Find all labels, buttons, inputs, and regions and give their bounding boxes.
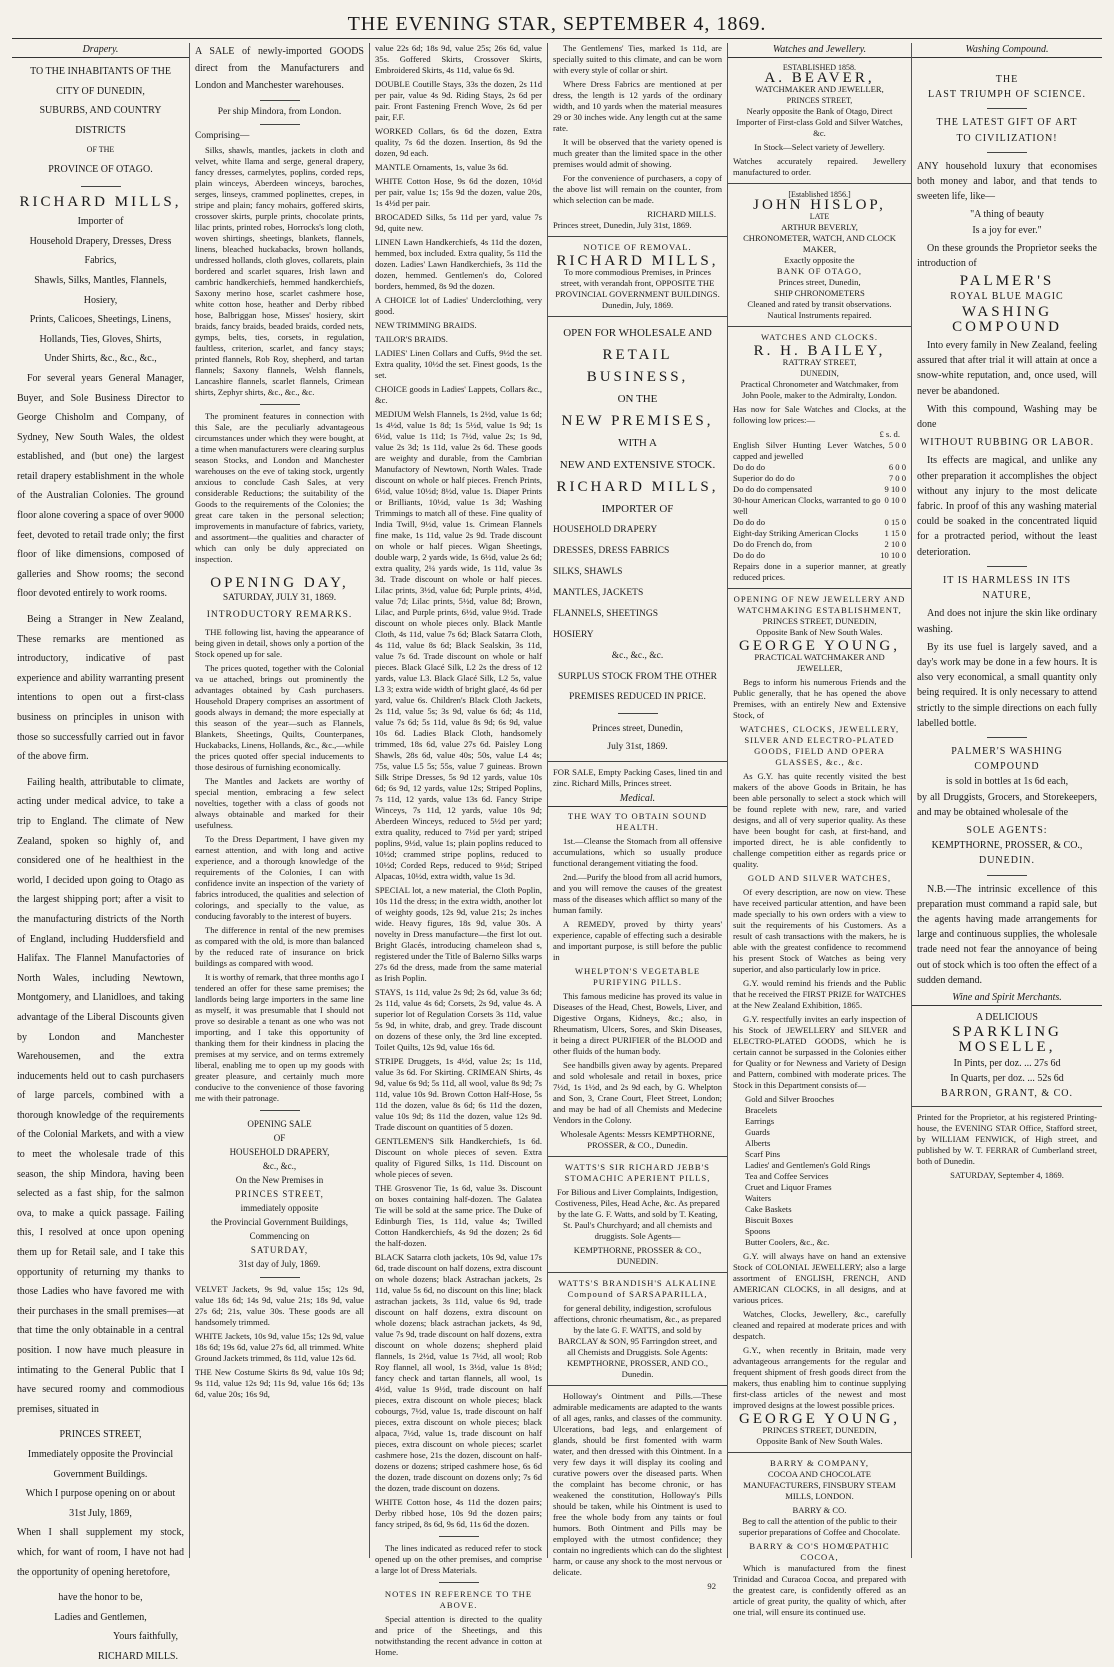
paragraph: Being a Stranger in New Zealand, These remarks are mentioned as introductory, indicative of past experience and ability warranting present intentions to open out a first-class business on principles in unison with those so successfully carried out in favor of the above firm. [17,614,184,763]
divider [728,1452,911,1453]
divider [987,152,1027,153]
sale-heading-line: 31st day of July, 1869. [238,1259,321,1269]
page-number: 92 [707,1581,716,1591]
paragraph: The Gentlemens' Ties, marked 1s 11d, are specially suited to this climate, and can be worn with every style of collar or shirt. [553,43,722,75]
heading-line: THE [995,74,1019,85]
price-item: LINEN Lawn Handkerchiefs, 4s 11d the dozen, hemmed, box included. Extra quality, 5s 11d the dozen. Ladies' Lawn Handkerchiefs, 3s 11d the dozen, hemmed. Gentlemen's do, Colored borders, hemmed, 8s 9d the dozen. [375,237,542,291]
open-line: IMPORTER OF [601,503,674,515]
jewellery-list [733,1094,906,1248]
price-item-name: Do do do [733,550,765,560]
goods-line: Under Shirts, &c., &c., &c., [44,353,157,365]
column-5 [728,43,912,1617]
sale-intro: A SALE of newly-imported GOODS direct from the Manufacturers and London and Manchester warehouses. [195,46,364,91]
goods-line: Shawls, Silks, Mantles, Flannels, Hosiery, [34,274,167,306]
sale-heading-line: OF [273,1133,286,1143]
trade-line: LATE [809,212,830,221]
paragraph: Watches, Clocks, Jewellery, &c., carefully cleaned and repaired at moderate prices and with despatch. [733,1309,906,1341]
heading-line: TO THE INHABITANTS OF THE [30,66,171,77]
price-row [733,462,906,473]
price-row [733,440,906,462]
masthead-rule [12,38,1102,39]
opening-date: SATURDAY, JULY 31, 1869. [222,593,337,603]
paragraph: The lines indicated as reduced refer to stock opened up on the other premises, and comprise a large lot of Dress Materials. [375,1543,542,1575]
open-line: NEW AND EXTENSIVE STOCK. [559,459,716,471]
jewellery-item: Earrings [745,1116,775,1126]
open-line: WITH A [618,437,657,449]
signature: RICHARD MILLS. [97,1650,178,1662]
jewellery-item: Tea and Coffee Services [745,1171,829,1181]
price-item: WHITE Cotton Hose, 9s 6d the dozen, 10½d per pair, value 1s; 15s 9d the dozen, value 20s, 1s 4½d per pair. [375,176,542,208]
goods-line: HOSIERY [553,630,594,640]
divider [728,326,911,327]
trade-line: ARTHUR BEVERLY, [781,222,858,232]
address-line: PRINCES STREET, [786,96,853,105]
heading-line: TO CIVILIZATION! [956,132,1058,144]
open-line: RETAIL BUSINESS, [586,347,689,385]
divider [987,737,1027,738]
divider [81,186,121,187]
heading-line: OF THE [86,145,115,155]
jewellery-item: Cruet and Liquor Frames [745,1182,832,1192]
product-name: ROYAL BLUE MAGIC [950,291,1064,303]
open-line: OPEN FOR WHOLESALE AND [563,327,712,339]
sale-heading-line: OPENING SALE [247,1119,312,1129]
sale-heading-line: PRINCES STREET, [235,1189,324,1199]
price-value: 5 0 0 [888,440,906,450]
paragraph: Repairs done in a superior manner, at greatly reduced prices. [733,561,906,582]
sale-heading-line: the Provincial Government Buildings, [211,1217,348,1227]
paragraph: By its use fuel is largely saved, and a day's work may be done in a few hours. It is also very economical, a small quantity only being required. It is only necessary to attend strictly to the simple directions on each fully labelled bottle. [917,641,1097,729]
price-item: NEW TRIMMING BRAIDS. [375,320,477,330]
paragraph: Nearly opposite the Bank of Otago, Direct Importer of First-class Gold and Silver Watches, &c. [736,106,903,138]
advertiser-role: Importer of [77,216,124,228]
divider [728,588,911,589]
paragraph: Beg to call the attention of the public to their superior preparations of Coffee and Chocolate. [738,1516,901,1537]
paragraph: 2nd.—Purify the blood from all acrid humors, and you will remove the causes of the greatest mass of the diseases which afflict so many of the human family. [553,872,722,915]
paragraph: As G.Y. has quite recently visited the best makers of the above Goods in Britain, he has been able personally to select a stock which will be found replete with new, rare, and varied designs, and all of very superior quality. As these have been bought for cash, at first-hand, and imported direct, he is able confidently to challenge competition either as regards price or quality. [733,771,906,869]
heading-line: THE LATEST GIFT OF ART [936,117,1078,129]
price-value: 0 10 0 [884,495,906,505]
trade-line: COCOA AND CHOCOLATE MANUFACTURERS, FINSBURY STEAM MILLS, LONDON. [743,1469,896,1501]
column-4 [548,43,728,1591]
price-value: 7 0 0 [888,473,906,483]
divider [548,1385,727,1386]
price-value: 0 15 0 [884,517,906,527]
divider [987,566,1027,567]
notice-heading: NOTICE OF REMOVAL. [583,242,692,252]
paragraph: It is worthy of remark, that three months ago I tendered an offer for these same premises; the landlords being large importers in the same line as myself, it was presumable that I should not prove so desirable a tenant as one who was not importing, and I take this opportunity of thanking them for their kindness in placing the premises at my service, and on terms extremely liberal, enabling me to open up my goods with greater pleasure, and certainly much more conducive to the convenience of those favoring me with their patronage. [195,972,364,1103]
intro-remarks-heading: INTRODUCTORY REMARKS. [206,610,353,620]
paragraph: ANY household luxury that economises both money and labor, and that tends to sweeten life, like— [917,160,1097,203]
notice-heading: WITHOUT RUBBING OR LABOR. [919,437,1095,449]
paragraph: It will be observed that the variety opened is much greater than the limited space in the other premises would admit of showing. [553,137,722,169]
address-line: DUNEDIN, [800,369,839,378]
price-item-name: Superior do do do [733,473,795,483]
address-line: RATTRAY STREET, [782,357,857,367]
paragraph: by all Druggists, Grocers, and Storekeepers, and may be obtained wholesale of the [917,791,1097,818]
paragraph: To more commodious Premises, in Princes street, with verandah front, OPPOSITE THE PROVINCIAL GOVERNMENT BUILDINGS. Dunedin, July, 1869. [555,267,720,310]
advertiser-name: A. BEAVER, [764,70,875,86]
advertiser-name: RICHARD MILLS, [556,253,719,269]
price-item-name: Do do do compensated [733,484,812,494]
price-item: SPECIAL lot, a new material, the Cloth Poplin, 10s 11d the dress; in the extra width, another lot of weighty goods, 12s 9d, value 21s; 2s inches wide. Heavy figures, 18s 9d, value 30s. A novelty in Dress manufacture—the first lot out. Bright Glacés, introducing chameleon shad s, registered under the Title of Balerno Silks warps 27s 6d the dress, made from the same material as Irish Poplin. [375,885,542,983]
paragraph: The prominent features in connection with this Sale, are the peculiarly advantageous circumstances under which they were bought, at a time when manufacturers were clearing surplus season Stocks, and London and Manchester warehouses on the eve of taking stock, urgently anxious to conclude Cash Sales, at very considerable Reductions; the suitability of the Goods to the requirements of the Colonies; the great care taken in the personal selection; improvements in manufacture of fabrics, variety, and assortment—the qualities and character of which can only be duly appreciated on inspection. [195,411,364,564]
paragraph: The difference in rental of the new premises as compared with the old, is more than balanced by the reduced rate of insurance on brick buildings as compared with wood. [195,925,364,968]
price-value: 1 15 0 [884,528,906,538]
goods-line: FLANNELS, SHEETINGS [553,609,659,619]
paragraph: Practical Chronometer and Watchmaker, from John Poole, maker to the Admiralty, London. [740,379,899,400]
jewellery-item: Biscuit Boxes [745,1215,793,1225]
open-line: ON THE [617,393,658,405]
goods-line: Prints, Calicoes, Sheetings, Linens, [29,314,172,326]
jewellery-item: Waiters [745,1193,772,1203]
sale-heading [195,1117,364,1271]
trade-line: SHIP CHRONOMETERS [774,288,865,298]
trade-line: WATCHMAKER AND JEWELLER, [755,84,884,94]
price-value: 10 10 0 [880,550,906,560]
advertiser-name: GEORGE YOUNG, [739,1411,900,1427]
price-item: GENTLEMEN'S Silk Handkerchiefs, 1s 6d. Discount on whole pieces of seven. Extra quality of Figured Silks, 1s 11d. Discount on whole pieces of seven. [375,1136,542,1179]
divider [260,404,300,405]
section-heading-wine: Wine and Spirit Merchants. [912,991,1102,1006]
address-line: Princes street, Dunedin, [778,277,861,287]
price-item-name: Eight-day Striking American Clocks [733,528,859,538]
price-item: value 22s 6d; 18s 9d, value 25s; 26s 6d, value 35s. Goffered Skirts, Crossover Skirts, Embroidered Skirts, 4s 11d, value 6s 9d. [375,43,542,75]
notes-heading: NOTES IN REFERENCE TO THE ABOVE. [384,1589,533,1610]
paragraph: For several years General Manager, Buyer, and Sole Business Director to George Chisholm and Company, of Sydney, New South Wales, the oldest established, and (but one) the largest retail drapery establishment in the whole of the Australian Colonies. The ground floor alone covering a space of over 9000 feet, devoted to retail trade only; the first floor of like dimensions, composed of galleries and Show rooms; the second floor devoted entirely to work rooms. [17,372,184,600]
paragraph: Immediately opposite the Provincial Government Buildings. [27,1448,174,1480]
price-item-name: English Silver Hunting Lever Watches, capped and jewelled [733,440,885,461]
paragraph: Watches accurately repaired. Jewellery manufactured to order. [733,156,906,177]
price-item: MANTLE Ornaments, 1s, value 3s 6d. [375,162,509,172]
trade-line: BARRY & CO. [792,1505,847,1515]
price-line: In Quarts, per doz. ... 52s 6d [950,1072,1064,1084]
signature: RICHARD MILLS. [647,209,716,219]
price-value: 6 0 0 [888,462,906,472]
column-1 [12,43,190,1662]
closing-line: Ladies and Gentlemen, [54,1611,147,1623]
divider [728,183,911,184]
for-sale-notice: FOR SALE, Empty Packing Cases, lined tin and zinc. Richard Mills, Princes street. [553,767,722,788]
price-item-name: Do do do [733,517,765,527]
trade-line: BANK OF OTAGO, [776,266,863,276]
paragraph: The prices quoted, together with the Colonial va ue attached, brings out prominently the advantages obtained by Cash purchasers. Household Drapery comprises an assortment of goods always in demand; the more especially at this season of the year—such as Flannels, Blankets, Sheetings, Quilts, Counterpanes, Huckabacks, Linens, Hollands, &c., &c.,—while the prices quoted offer special inducements to those desirous of furnishing economically. [195,663,364,772]
notice-heading: WATCHES AND CLOCKS. [760,332,879,342]
trade-line: Exactly opposite the [784,255,855,265]
jewellery-item: Guards [745,1127,770,1137]
sale-heading-line: HOUSEHOLD DRAPERY, [229,1147,330,1157]
address-line: DUNEDIN. [978,855,1036,867]
section-heading-medical: Medical. [548,792,727,807]
price-item-name: Do do French do, from [733,539,813,549]
advertiser-name: RICHARD MILLS, [19,193,182,210]
goods-line: MANTLES, JACKETS [553,588,644,598]
columns [12,43,1102,1662]
ship-line: Per ship Mindora, from London. [217,107,342,117]
agents-line: Wholesale Agents: Messrs KEMPTHORNE, PROSSER, & CO., Dunedin. [560,1129,715,1150]
sale-heading-line: immediately opposite [240,1203,319,1213]
column-3 [370,43,548,1657]
quote-line: "A thing of beauty [970,209,1044,221]
jewellery-item: Bracelets [745,1105,777,1115]
product-name: WASHING COMPOUND [952,303,1062,335]
quote-line: Is a joy for ever." [972,224,1042,236]
established-line: [Established 1856.] [788,190,851,199]
divider [548,236,727,237]
divider [548,1272,727,1273]
jewellery-item: Gold and Silver Brooches [745,1094,835,1104]
price-item: CHOICE goods in Ladies' Lappets, Collars &c., &c. [375,384,542,405]
notice-heading: IT IS HARMLESS IN ITS [942,574,1072,586]
goods-heading: WATCHES, CLOCKS, JEWELLERY, SILVER AND ELECTRO-PLATED GOODS, FIELD AND OPERA GLASSES, &c., &c. [739,724,900,767]
paragraph: On these grounds the Proprietor seeks the introduction of [917,242,1097,270]
jewellery-item: Spoons [745,1226,771,1236]
paragraph: Special attention is directed to the quality and price of the Sheetings, and this notwithstanding the recent advance in cotton at Home. [375,1614,542,1657]
agents-label: SOLE AGENTS: [966,824,1048,836]
jewellery-item: Cake Baskets [745,1204,792,1214]
opening-date: 31st July, 1869, [69,1507,132,1519]
paragraph: And does not injure the skin like ordinary washing. [917,608,1097,635]
product-name: BARRY & CO'S HOMŒPATHIC COCOA, [749,1541,890,1562]
address-line: Princes street, Dunedin, [592,724,683,734]
agents-line: KEMPTHORNE, PROSSER, & CO., [931,840,1083,852]
product-name: SPARKLING MOSELLE, [952,1024,1062,1056]
trade-line: CHRONOMETER, WATCH, AND CLOCK MAKER, [743,233,896,254]
advertiser-name: JOHN HISLOP, [753,197,886,213]
open-notice [553,322,722,520]
divider [548,761,727,762]
price-item: STAYS, 1s 11d, value 2s 9d; 2s 6d, value 3s 6d; 2s 11d, value 4s 6d; Corsets, 2s 9d, value 4s. A superior lot of Regulation Corsets 3s 11d, value 5s 9d, in white, drab, and grey. Trade discount on dozens of these only, the 3rd line excepted. Toilet Quilts, 12s 9d, value 16s 6d. [375,987,542,1052]
agents-line: KEMPTHORNE, PROSSER & CO., DUNEDIN. [573,1245,702,1266]
section-heading-watches: Watches and Jewellery. [728,43,911,58]
divider [439,1536,479,1537]
paragraph: Has now for Sale Watches and Clocks, at the following low prices:— [733,404,906,425]
goods-line: SILKS, SHAWLS [553,567,623,577]
goods-line: Hollands, Ties, Gloves, Shirts, [39,333,162,345]
divider [260,1277,300,1278]
price-value: 2 10 0 [884,539,906,549]
paragraph: G.Y. respectfully invites an early inspection of his Stock of JEWELLERY and SILVER and ELECTRO-PLATED GOODS, which he is certain cannot be surpassed in the Colonies either for Quality or for Newness and Variety of Design and Pattern, combined with moderate prices. The Stock in this Department consists of— [733,1014,906,1090]
price-item: WHITE Cotton hose, 4s 11d the dozen pairs; Derby ribbed hose, 10s 9d the dozen pairs; fancy striped, 8s 6d, 9s 6d, 11s 6d the dozen. [375,1497,542,1529]
paragraph: For the convenience of purchasers, a copy of the above list will remain on the counter, from which selection can be made. [553,173,722,205]
heading-line: PROVINCE OF OTAGO. [48,163,153,175]
address-line: Opposite Bank of New South Wales. [756,1436,883,1446]
goods-list: Silks, shawls, mantles, jackets in cloth and velvet, white llama and serge, general drapery, fancy dresses, carmelytes, poplins, corded reps, plain winceys, Aberdeen winceys, baroches, serges, linseys, crammed poplinettes, crepes, in stripe and plain; fancy mohairs, goffered skirts, crossover skirts, purple prints, chocolate prints, lilac prints, printed robes, Horrocks's long cloth, woven shirtings, sheetings, blankets, flannels, linens, bleached huckabacks, brown hollands, undressed hollands, cloth gloves, collarets, plain bordered and scarlet squares, Irish lawn and cambric handkerchiefs, hemmed handkerchiefs, Saxony merino hose, scarlet cashmere hose, white cotton hose, heather and Derby ribbed hose, Balbriggan hose, Misses' hosiery, skirt braids, fancy braids, beaded braids, corded nets, gymps, belts, ties, corsets, in regulation, faultless, criterion, scarlet, and fancy stays; printed flannels, Rob Roy, shepherd, and tartan flannels; Saxony flannels, Welsh flannels, Lancashire flannels, scarlet flannels, Crimean shirts, Zephyr shirts, &c., &c., &c. [195,145,364,397]
notice-heading: OPENING OF NEW JEWELLERY AND WATCHMAKING ESTABLISHMENT, [733,594,906,615]
paragraph: Which I purpose opening on or about [25,1488,176,1500]
price-item-name: Do do do [733,462,765,472]
jewellery-item: Alberts [745,1138,771,1148]
price-row [733,539,906,550]
price-item: STRIPE Druggets, 1s 4½d, value 2s; 1s 11d, value 3s 6d. For Skirting. CRIMEAN Shirts, 4s 9d, value 6s 9d; 5s 11d, all wool, value 8s 9d; 7s 11d, value 10s 9d. Brown Cotton Half-Hose, 5s 11d the dozen, value 8s 6d; 6s 11d the dozen, value 10s 9d; 8s 11d the dozen, value 12s 9d. Trade discount on quantities of 5 dozen. [375,1056,542,1132]
product-name: PALMER'S [959,273,1055,290]
price-row [733,495,906,517]
closing-line: Yours faithfully, [112,1631,178,1643]
product-name: WHELPTON'S VEGETABLE PURIFYING PILLS. [574,966,701,987]
goods-heading: GOLD AND SILVER WATCHES, [747,873,892,883]
printer-imprint: Printed for the Proprietor, at his registered Printing-house, the EVENING STAR Office, Stafford street, by WILLIAM FENWICK, of High street, and published by W. T. FERRAR of Cumberland street, both of Dunedin. [917,1112,1097,1167]
jewellery-item: Scarf Pins [745,1149,781,1159]
goods-line: HOUSEHOLD DRAPERY [553,525,658,535]
street-name: PRINCES STREET, [59,1429,142,1441]
section-heading-washing: Washing Compound. [912,43,1102,58]
heading-line: LAST TRIUMPH OF SCIENCE. [927,89,1087,101]
price-item: LADIES' Linen Collars and Cuffs, 9½d the set. Extra quality, 10½d the set. Finest goods, 1s the set. [375,348,542,380]
divider [548,316,727,317]
closing-line: have the honor to be, [58,1592,143,1604]
price-row [733,517,906,528]
goods-line: Household Drapery, Dresses, Dress Fabrics, [29,235,172,267]
column-2 [190,43,370,1558]
established-line: ESTABLISHED 1858. [782,63,857,72]
advertiser-name: R. H. BAILEY, [753,343,886,359]
paragraph: In Stock—Select variety of Jewellery. [754,142,885,152]
surplus-notice: SURPLUS STOCK FROM THE OTHER PREMISES REDUCED IN PRICE. [557,672,718,702]
trade-line: PRACTICAL WATCHMAKER AND JEWELLER, [754,652,885,673]
price-list [733,440,906,561]
open-line: NEW PREMISES, [561,413,714,429]
price-row [733,473,906,484]
paragraph: With this compound, Washing may be done [917,403,1097,431]
price-item: BROCADED Silks, 5s 11d per yard, value 7s 9d, quite new. [375,212,542,233]
address-line: Opposite Bank of New South Wales. [756,627,883,637]
address-line: Princes street, Dunedin, July 31st, 1869. [553,220,692,230]
advertiser-name: GEORGE YOUNG, [739,638,900,654]
paragraph: To the Dress Department, I have given my earnest attention, and with long and active experience, and a thorough knowledge of the requirements of the Colonies, I can with confidence invite an inspection of the variety of fabrics introduced, the qualities and selection of colorings, and specially to the value, as conducing favorably to the interest of buyers. [195,834,364,921]
paragraph: N.B.—The intrinsic excellence of this preparation must command a rapid sale, but the agents having made arrangements for large and continuous supplies, the wholesale trade need not fear the annoyance of being out of stock which is too often the effect of a sudden demand. [917,883,1097,986]
section-heading-drapery: Drapery. [12,43,189,58]
sale-heading-line: SATURDAY, [250,1245,309,1255]
paragraph: Begs to inform his numerous Friends and the Public generally, that he has opened the above Premises, with an entirely New and Extensive Stock, of [733,677,906,720]
paragraph: G.Y. would remind his friends and the Public that he received the FIRST PRIZE for WATCHES at the New Zealand Exhibition, 1865. [733,978,906,1010]
paragraph: Failing health, attributable to climate, acting under medical advice, to take a trip to England. The climate of New Zealand, spoken so highly of, and considered one of he healthiest in the world, I decided upon going to Otago as the largest shipping port; after a visit to the manufacturing districts of the North of England, including Huddersfield and Halifax. The Flannel Manufactories of North Wales, including Newtown, Montgomery, and Llanidloes, and taking advantage of the Liberal Discounts given by London and Manchester Warehousemen, and the extra inducements held out to cash purchasers of large parcels, combined with a thorough knowledge of the requirements of the Colonial Markets, and with a view to meet the wholesale trade of this season, the ship Mindora, having been selected as a fast ship, for the salmon ova, to make a quick passage. Failing this, I resolved at once upon opening them up for Retail sale, and I take this opportunity of returning my thanks to those Ladies who have favored me with their purchases in the small premises—at that time the only obtainable in a central position. I now have much pleasure in intimating to the General Public that I have secured roomy and commodious premises, situated in [17,776,184,1415]
notice-heading: THE WAY TO OBTAIN SOUND HEALTH. [567,811,708,832]
divider [987,108,1027,109]
divider [912,1106,1102,1107]
imprint-date: SATURDAY, September 4, 1869. [950,1170,1064,1181]
paragraph: A REMEDY, proved by thirty years' experience, capable of effecting such a desirable and important purpose, is still before the public in [553,919,722,962]
paragraph: This famous medicine has proved its value in Diseases of the Head, Chest, Bowels, Liver, and Digestive Organs, Kidneys, &c.; also, in Rheumatism, Ulcers, Sores, and Skin Diseases, it being a direct PURIFIER of the BLOOD and other fluids of the human body. [553,991,722,1056]
price-item: MEDIUM Welsh Flannels, 1s 2½d, value 1s 6d; 1s 4½d, value 1s 8d; 1s 5½d, value 1s 9d; 1s 6½d, value 1s 11d; 1s 7½d, value 2s; 1s 9d, value 2s 3d; 1s 11d, value 2s 6d. These goods are weighty and durable, from the Cambrian Manufactory of Newtown, North Wales. Trade discount on whole or half pieces. French Prints, 6½d, value 10½d; 8½d, value 1s. Diaper Prints or Brilliants, 10½d, value 1s 3d; Washing Trimmings to match all of these. Fine quality of India Twill, 9½d, value 1s. Crimean Flannels fine make, 1s 11d, value 2s 9d. Trade discount on whole or half pieces. Wigan Sheetings, double warp, 2 yards wide, 1s 6½d, value 2s 6d; extra quality, 2¼ yards wide, 1s 11d, value 3s 3d. Trade discount on whole or half pieces. Lilac prints, 3½d, value 6d; Purple prints, 4½d, value 7d; Lilac prints, 5½d, value 8d; Brown, Lilac, and Purple prints, 6½d, value 9½d. Trade discount on whole pieces only. Black Mantle Cloth, 4s 11d, value 7s 6d; Black Satarra Cloth, 4s 11d, value 8s 6d; Black Sealskin, 3s 11d, value 7s 6d. Trade discount on whole or half pieces. Black Glacé Silk, L2 2s the dress of 12 yards, value L3. Black Glacé Silk, L2 5s, value L3 3; extra wide width of bright glacé, 4s 6d per yard, value 6s. Children's Black Cloth Jackets, 2s 11d, value 5s; 3s 9d, value 6s 6d; 4s 11d, value 7s 6d; 5s 11d, value 8s 9d; 6s 9d, value 10s 6d. Ladies Black Cloth, handsomely trimmed, 18s 6d, value 27s 6d. Paisley Long Shawls, 28s 6d, value 40s; 50s, value L4 4s; 75s, value L5 5s; 55s, value 7 guineas. Brown Silk Stripe Dresses, 5s 9d 12 yards, value 10s 6d; 6s 9d, 12 yards, value 12s; Striped Poplins, 7s 11d, 12 yards, value 13s 6d. Fancy Stripe Winceys, 7s 11d, 12 yards, value 10s 9d; Aberdeen Winceys, reduced to 5½d per yard; extra quality, reduced to 7½d per yard; striped poplins, 9½d, value 1s; plain poplins reduced to 10½d; crammed stripe poplins, reduced to 10½d; Corded Reps, reduced to 9½d; Striped Alpacas, 10½d, extra width, value 1s 3d. [375,409,542,881]
heading-line: SUBURBS, AND COUNTRY DISTRICTS [39,105,162,136]
paragraph: THE following list, having the appearance of being given in detail, shows only a portion of the Stock opened up for sale. [195,627,364,659]
price-item: THE Grosvenor Tie, 1s 6d, value 3s. Discount on boxes containing half-dozen. The Galatea Tie will be sold at the same price. The Duke of Edinburgh Ties, 1s 11d, value 4s; Twilled Cotton Handkerchiefs, 4s 9d the dozen; 2s 6d the half-dozen. [375,1183,542,1248]
comprising-label: Comprising— [195,131,250,141]
goods-line: &c., &c., &c. [611,651,664,661]
advertiser-name: RICHARD MILLS, [556,479,719,495]
paragraph: For Bilious and Liver Complaints, Indigestion, Costiveness, Piles, Head Ache, &c. As prepared by the late G. F. Watts, and sold by T. Keating, St. Paul's Churchyard; and all chemists and druggists. Sole Agents— [555,1187,720,1241]
masthead-title: THE EVENING STAR, SEPTEMBER 4, 1869. [347,13,767,35]
address-line: July 31st, 1869. [607,742,668,752]
price-item: DOUBLE Coutille Stays, 33s the dozen, 2s 11d per pair, value 4s 9d. Riding Stays, 2s 6d per pair. Front Fastening French Wove, 2s 6d per pair, F.F. [375,79,542,122]
column-6 [912,43,1102,1558]
paragraph: Holloway's Ointment and Pills.—These admirable medicaments are adapted to the wants of all ages, ranks, and classes of the community. Ulcerations, bad legs, and enlargement of glands, should be first fomented with warm water, and then dressed with this Ointment. In a very few days it will display its cooling and curative powers over the diseased parts. When the complaint has become chronic, or has weakened the constitution, Holloway's Pills should be taken, while his Ointment is used to free the whole body from any taints or foul humors. Both Ointment and Pills may be employed with the utmost confidence; they contain no ingredients which can do the slightest harm, or cause any shock to the most nervous or delicate. [553,1391,722,1577]
goods-list [553,520,722,667]
divider [260,1110,300,1111]
paragraph: Its effects are magical, and unlike any other preparation it accomplishes the object without any injury to the most delicate fabric. In proof of this any washing material could be soaked in the concentrated liquid for a protracted period, without the least deterioration. [917,455,1097,558]
heading-line: CITY OF DUNEDIN, [56,85,145,97]
price-line: In Pints, per doz. ... 27s 6d [953,1057,1061,1069]
address-line: PRINCES STREET, DUNEDIN, [762,616,877,626]
advertiser-name: BARRY & COMPANY, [769,1458,870,1468]
price-row [733,528,906,539]
price-item: WHITE Jackets, 10s 9d, value 15s; 12s 9d, value 18s 6d; 19s 6d, value 27s 6d, all trimmed. White Ground Jackets trimmed, 8s 11d, value 12s 6d. [195,1331,364,1363]
price-row [733,550,906,561]
opening-day-heading: OPENING DAY, [210,575,349,591]
price-item-name: 30-hour American Clocks, warranted to go well [733,495,881,516]
paragraph: for general debility, indigestion, scrofulous affections, chronic rheumatism, &c., as prepared by the late G. F. WATTS, and sold by BARCLAY & SON, 95 Farringdon street, and all Chemists and Druggists. Sole Agents: KEMPTHORNE, PROSSER, AND CO., Dunedin. [553,1303,722,1379]
price-item: A CHOICE lot of Ladies' Underclothing, very good. [375,295,542,316]
sale-heading-line: Commencing on [249,1231,310,1241]
paragraph: Of every description, are now on view. These have received particular attention, and have been made specially to his own orders with a view to suit the requirements of his Customers. As a result of cash transactions with the makers, he is able with the greatest confidence to recommend his present Stock of Watches as being very superior, and also particularly low in price. [733,887,906,974]
divider [439,1582,479,1583]
jewellery-item: Ladies' and Gentlemen's Gold Rings [745,1160,871,1170]
paragraph: The Mantles and Jackets are worthy of special mention, embracing a few select novelties, together with a class of goods not always obtainable and marked for their usefulness. [195,776,364,830]
paragraph: G.Y., when recently in Britain, made very advantageous arrangements for the regular and frequent shipment of fresh goods direct from the makers, thus enabling him to continue supplying first-class articles of the newest and most improved designs at the lowest possible prices. [733,1345,906,1410]
heading-line: A DELICIOUS [976,1011,1038,1023]
paragraph: is sold in bottles at 1s 6d each, [945,776,1069,788]
paragraph: See handbills given away by agents. Prepared and sold wholesale and retail in boxes, price 7½d, 1s 1½d, and 2s 9d each, by G. Whelpton and Son, 3, Crane Court, Fleet Street, London; and may be had of all Chemists and Medecine Vendors in the Colony. [553,1060,722,1125]
price-item: WORKED Collars, 6s 6d the dozen, Extra quality, 7s 6d the dozen. Insertion, 8s 9d the dozen, 9d each. [375,126,542,158]
address-line: PRINCES STREET, DUNEDIN, [762,1425,877,1435]
paragraph: 1st.—Cleanse the Stomach from all offensive accumulations, which so usually produce functional derangement vitiating the food. [553,836,722,868]
product-name: WATTS'S BRANDISH'S ALKALINE Compound of SARSAPARILLA, [558,1278,717,1299]
paragraph: When I shall supplement my stock, which, for want of room, I have not had the opportunity of opening heretofore, [17,1527,184,1578]
jewellery-item: Butter Coolers, &c., &c. [745,1237,830,1247]
paragraph: G.Y. will always have on hand an extensive Stock of COLONIAL JEWELLERY; also a large assortment of ENGLISH, FRENCH, AND AMERICAN CLOCKS, in all designs, and at various prices. [733,1251,906,1305]
price-item: BLACK Satarra cloth jackets, 10s 9d, value 17s 6d, trade discount on half dozens, extra discount on whole dozens; black Astrachan jackets, 2s 11d, value 5s 6d, no discount on this line; black astrachan jackets, 3s 11d, value 6s 9d, trade discount on half dozens, extra discount on whole dozens; black astrachan jackets, 4s 9d, value 7s 9d, trade discount on half dozens, extra discount on whole dozens; shepherd plaid flannels, 1s 2½d, value 1s 7½d, all wool; Rob Roy flannel, all wool, 1s 3½d, value 1s 8½d; fancy check and tartan flannels, all wool, 1s 4½d, value 1s 9½d, trade discount on half pieces, extra discount on whole pieces; black cobourgs, 7½d, value 1s, trade discount on half pieces, extra discount on whole pieces; black alpaca, 7½d, value 1s, trade discount on half pieces, extra discount on whole pieces; scarlet cashmere hose, 21s the dozen, discount on half-dozens or dozens; striped cashmere hose, 6s 6d the dozen, trade discount on dozens only; 7s 6d the dozen, trade discount on dozens. [375,1252,542,1493]
price-item: VELVET Jackets, 9s 9d, value 15s; 12s 9d, value 18s 6d; 14s 9d, value 21s; 18s 9d, value 27s 6d; 21s, value 30s. These goods are all handsomely trimmed. [195,1284,364,1327]
currency-header: £ s. d. [879,429,900,439]
price-item: THE New Costume Skirts 8s 9d, value 10s 9d; 9s 11d, value 12s 9d; 11s 9d, value 16s 6d; 13s 6d, value 20s; 16s 9d, [195,1367,364,1399]
sale-heading-line: &c., &c., [262,1161,297,1171]
price-item: TAILOR'S BRAIDS. [375,334,448,344]
product-name: WATTS'S SIR RICHARD JEBB'S STOMACHIC APERIENT PILLS, [564,1162,711,1183]
paragraph: Which is manufactured from the finest Trinidad and Curacoa Cocoa, and prepared with the greatest care, is confidently offered as an article of great purity, the quality of which, after one trial, will ensure its continued use. [733,1563,906,1617]
divider [548,1156,727,1157]
paragraph: Into every family in New Zealand, feeling assured that after trial it will attain at once a snow-white reputation, and, once used, will never be abandoned. [917,340,1097,397]
divider [987,875,1027,876]
notice-heading: NATURE, [982,590,1032,602]
price-value: 9 10 0 [884,484,906,494]
paragraph: Cleaned and rated by transit observations. Nautical Instruments repaired. [747,299,892,320]
divider [260,124,300,125]
price-row [733,484,906,495]
paragraph: Where Dress Fabrics are mentioned at per dress, the length is 12 yards of the ordinary width, and 10 yards when the material measures 29 or 30 inches wide. Any length cut at the same rate. [553,79,722,133]
sale-heading-line: On the New Premises in [235,1175,324,1185]
product-name: PALMER'S WASHING COMPOUND [951,745,1063,773]
advertiser-name: BARRON, GRANT, & CO. [940,1087,1074,1099]
divider [260,100,300,101]
goods-line: DRESSES, DRESS FABRICS [553,546,670,556]
divider [618,713,658,714]
